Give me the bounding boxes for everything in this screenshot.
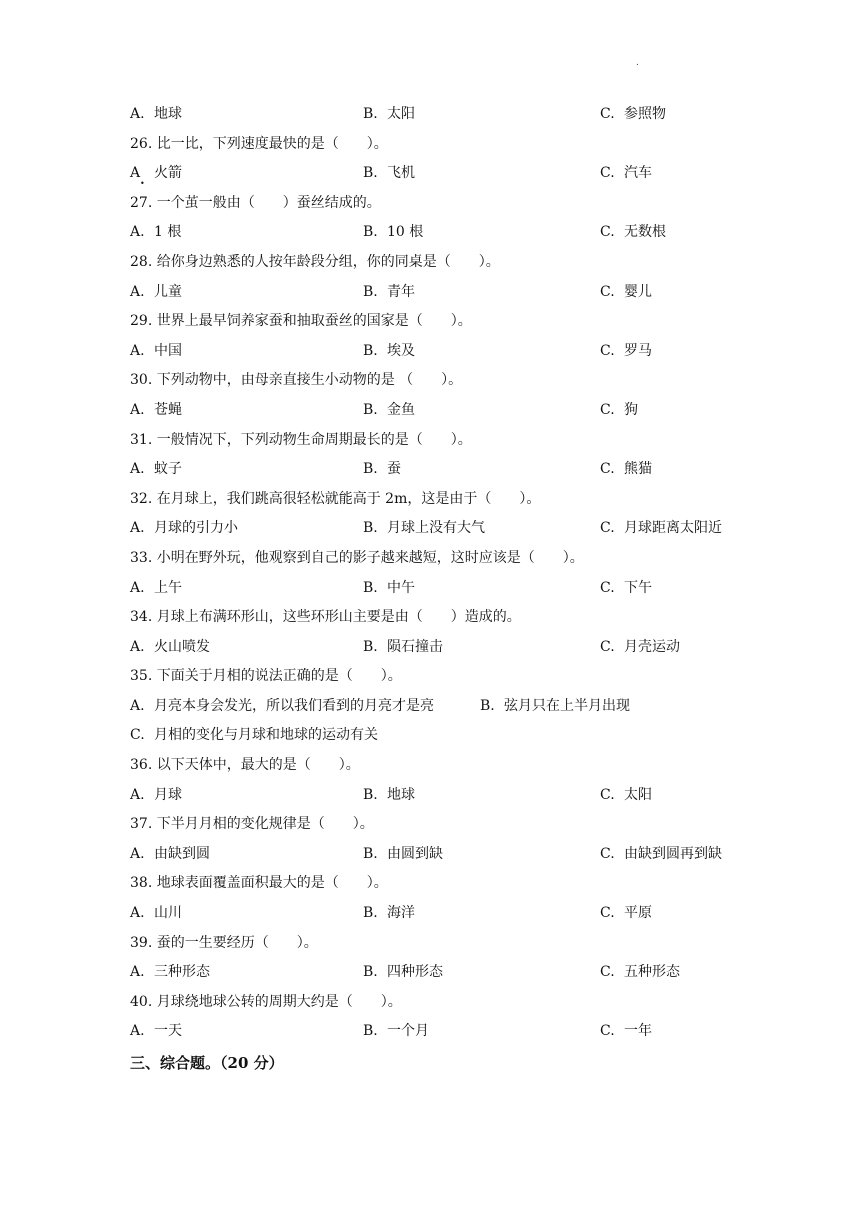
question-text: 36. 以下天体中，最大的是（ ）。 <box>130 757 360 774</box>
header-mark: . <box>636 58 639 68</box>
option-a: A. 山川 <box>130 905 182 922</box>
options-row-25 <box>130 104 750 134</box>
option-c: C. 平原 <box>600 905 652 922</box>
options-row <box>130 578 750 608</box>
option-c: C. 五种形态 <box>600 964 680 981</box>
option-a: A. 由缺到圆 <box>130 845 210 862</box>
option-c: C. 熊猫 <box>600 461 652 478</box>
options-row <box>130 1021 750 1051</box>
options-row <box>130 785 750 815</box>
option-b: B. 太阳 <box>363 106 415 122</box>
question-text: 29. 世界上最早饲养家蚕和抽取蚕丝的国家是（ ）。 <box>130 313 472 330</box>
option-b: B. 四种形态 <box>363 964 443 981</box>
option-a: A. 一天 <box>130 1023 182 1040</box>
question-text: 37. 下半月月相的变化规律是（ ）。 <box>130 816 374 833</box>
option-b: B. 飞机 <box>363 165 415 182</box>
option-a: A. 中国 <box>130 342 182 359</box>
option-c: C. 由缺到圆再到缺 <box>600 845 722 862</box>
section-title: 三、综合题。（20 分） <box>130 1054 284 1072</box>
option-b: B. 蚕 <box>363 461 401 478</box>
option-b: B. 海洋 <box>363 905 415 922</box>
option-b: B. 陨石撞击 <box>363 638 443 655</box>
question-text: 38. 地球表面覆盖面积最大的是（ ）。 <box>130 875 388 892</box>
options-row <box>130 400 750 430</box>
options-row <box>130 844 750 874</box>
option-b: B. 地球 <box>363 786 415 803</box>
question-text: 31. 一般情况下，下列动物生命周期最长的是（ ）。 <box>130 431 472 448</box>
options-row <box>130 903 750 933</box>
option-c: C. 婴儿 <box>600 283 652 300</box>
question-list <box>130 104 750 1083</box>
option-a: A. 儿童 <box>130 283 182 300</box>
options-row <box>130 341 750 371</box>
question-text: 39. 蚕的一生要经历（ ）。 <box>130 934 318 951</box>
option-b: B. 10 根 <box>363 224 424 241</box>
options-row <box>130 459 750 489</box>
option-a: A. 月亮本身会发光，所以我们看到的月亮才是亮 <box>130 697 434 714</box>
options-row <box>130 222 750 252</box>
option-a: A. 月球的引力小 <box>130 520 238 537</box>
question-text: 33. 小明在野外玩，他观察到自己的影子越来越短，这时应该是（ ）。 <box>130 549 584 566</box>
options-row <box>130 518 750 548</box>
option-b: B. 月球上没有大气 <box>363 520 485 537</box>
option-b: B. 弦月只在上半月出现 <box>480 697 630 714</box>
question-text: 26. 比一比，下列速度最快的是（ ）。 <box>130 135 388 152</box>
options-row <box>130 163 750 193</box>
option-a: A. 月球 <box>130 786 182 803</box>
option-c: C. 太阳 <box>600 786 652 803</box>
option-c: C. 一年 <box>600 1023 652 1040</box>
options-row <box>130 962 750 992</box>
option-b: B. 青年 <box>363 283 415 300</box>
option-c: C. 参照物 <box>600 106 666 122</box>
question-text: 40. 月球绕地球公转的周期大约是（ ）。 <box>130 993 402 1010</box>
option-c: C. 月球距离太阳近 <box>600 520 722 537</box>
option-a: A. 地球 <box>130 106 182 122</box>
option-a: A. 苍蝇 <box>130 401 182 418</box>
option-b: B. 埃及 <box>363 342 415 359</box>
option-a: A. 火山喷发 <box>130 638 210 655</box>
option-a: A 火箭 <box>130 165 182 182</box>
question-text: 34. 月球上布满环形山，这些环形山主要是由（ ）造成的。 <box>130 609 521 626</box>
option-c: C. 月相的变化与月球和地球的运动有关 <box>130 727 378 744</box>
option-c: C. 月壳运动 <box>600 638 680 655</box>
option-b: B. 金鱼 <box>363 401 415 418</box>
question-text: 28. 给你身边熟悉的人按年龄段分组，你的同桌是（ ）。 <box>130 253 500 270</box>
option-a: A. 三种形态 <box>130 964 210 981</box>
option-b: B. 由圆到缺 <box>363 845 443 862</box>
option-b: B. 中午 <box>363 579 415 596</box>
option-c: C. 下午 <box>600 579 652 596</box>
options-row <box>130 637 750 667</box>
options-row <box>130 696 750 726</box>
question-text: 32. 在月球上，我们跳高很轻松就能高于 2m，这是由于（ ）。 <box>130 490 541 507</box>
option-a: A. 蚊子 <box>130 461 182 478</box>
options-row <box>130 282 750 312</box>
option-a: A. 上午 <box>130 579 182 596</box>
question-text: 30. 下列动物中，由母亲直接生小动物的是 （ ）。 <box>130 372 463 389</box>
option-b: B. 一个月 <box>363 1023 429 1040</box>
option-c: C. 罗马 <box>600 342 652 359</box>
option-c: C. 汽车 <box>600 165 652 182</box>
option-a: A. 1 根 <box>130 224 182 241</box>
question-text: 35. 下面关于月相的说法正确的是（ ）。 <box>130 668 402 685</box>
tick-mark: • <box>140 179 145 189</box>
option-c: C. 狗 <box>600 401 638 418</box>
option-c: C. 无数根 <box>600 224 666 241</box>
question-text: 27. 一个茧一般由（ ）蚕丝结成的。 <box>130 194 381 211</box>
